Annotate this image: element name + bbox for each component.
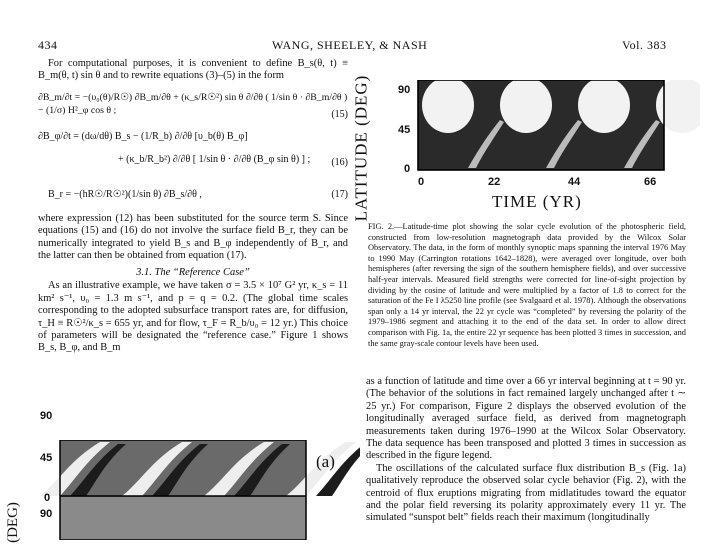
right-paragraph-2: The oscillations of the calculated surface flux distribution B_s (Fig. 1a) qualitatively reproduce the observed solar cycle behavior (Fig. 2), with the centroid of flux eruptions migrating from midlatitudes toward the equator and the polar field reversing its polarity approximately every 11 yr. The simulated “sunspot belt” fields reach their maximum (longitudinally — [366, 462, 686, 524]
page-number: 434 — [38, 38, 58, 52]
fig2-ytick-45: 45 — [398, 124, 411, 136]
equation-16-number: (16) — [331, 156, 348, 168]
equation-16 — [38, 127, 348, 183]
equation-16-line2: + (κ_b/R_b²) ∂/∂θ [ 1/sin θ · ∂/∂θ (B_φ sin θ) ] ; — [118, 153, 311, 165]
equation-15-number: (15) — [331, 108, 348, 120]
fig1-ylabel: (DEG) — [4, 501, 21, 543]
fig1-tick-90: 90 — [40, 410, 53, 422]
equation-17-body: B_r = −(hR☉/R☉²)(1/sin θ) ∂B_s/∂θ , — [48, 188, 202, 200]
left-column — [38, 58, 348, 355]
right-column — [366, 376, 686, 540]
right-paragraph-1: as a function of latitude and time over a 66 yr interval beginning at t = 90 yr. (The behavior of the solutions in fact remained largely unchanged after t ∼ 25 yr.) For comparison, Figure 2 displays the observed evolution of the longitudinally averaged surface field, as derived from magnetograph measurements taken during 1976–1990 at the Wilcox Solar Observatory. The data sequence has been transposed and plotted 3 times in succession as described in the figure legend. — [366, 376, 686, 462]
figure-1 — [0, 410, 360, 543]
equation-16-line1: ∂B_φ/∂t = (dω/dθ) B_s − (1/R_b) ∂/∂θ [υ_b(θ) B_φ] — [38, 130, 248, 142]
fig2-ytick-0: 0 — [404, 163, 411, 175]
running-head: WANG, SHEELEY, & NASH — [272, 38, 428, 52]
figure-2 — [351, 74, 700, 221]
equation-15 — [38, 87, 348, 123]
equation-15-body: ∂B_m/∂t = −(υ₀(θ)/R☉) ∂B_m/∂θ + (κ_s/R☉²) sin θ ∂/∂θ ( 1/sin θ · ∂B_m/∂θ ) − (1/σ) H²_φ cos θ ; — [38, 91, 348, 116]
fig2-xtick-66: 66 — [644, 176, 657, 188]
intro-paragraph: For computational purposes, it is convenient to define B_s(θ, t) ≡ B_m(θ, t) sin θ and to rewrite equations (3)–(5) in the form — [38, 58, 348, 82]
fig1-panel-label: (a) — [316, 452, 335, 471]
fig2-xlabel: TIME (YR) — [492, 192, 582, 211]
figure-2-caption: FIG. 2.—Latitude-time plot showing the solar cycle evolution of the photospheric field, constructed from low-resolution magnetograph data provided by the Wilcox Solar Observatory. The data, in the form of monthly synoptic maps spanning the interval 1976 May to 1990 May (Carrington rotations 1642–1828), were averaged over longitude, over both hemispheres (after reversing the sign of the southern hemisphere fields), and over successive half-year intervals. Measured field strengths were corrected for line-of-sight projection by dividing by the cosine of latitude and were multiplied by a factor of 1.8 to correct for the saturation of the Fe I λ5250 line profile (see Svalgaard et al. 1978). Although the observations span only a 14 yr interval, the 22 yr cycle was “completed” by reversing the polarity of the 1979–1986 segment and attaching it to the end of the data set. In order to allow direct comparison with Fig. 1a, the entire 22 yr sequence has been plotted 3 times in succession, and the same gray-scale contour levels have been used. — [368, 222, 686, 348]
fig2-xtick-22: 22 — [488, 176, 501, 188]
fig1-tick-90b: 90 — [40, 508, 53, 520]
figure-1-plot — [0, 440, 360, 540]
paragraph-2: where expression (12) has been substituted for the source term S. Since equations (15) and (16) do not involve the surface field B_r, they can be numerically integrated to yield B_s and B_φ independently of B_r, and the latter can then be obtained from equation (17). — [38, 212, 348, 262]
paragraph-3: As an illustrative example, we have taken σ = 3.5 × 10⁷ G² yr, κ_s = 11 km² s⁻¹, υ₀ = 1.3 m s⁻¹, and p = q = 0.2. (The global time scales corresponding to the adopted subsurface transport rates are, for diffusion, τ_H ≡ R☉²/κ_s = 655 yr, and for flow, τ_F = R_b/υ₀ = 12 yr.) This choice of parameters will be designated the “reference case.” Figure 1 shows B_s, B_φ, and B_m — [38, 280, 348, 354]
fig2-ytick-90: 90 — [398, 84, 411, 96]
equation-17-number: (17) — [331, 188, 348, 200]
equation-17 — [38, 183, 348, 211]
fig2-xtick-44: 44 — [568, 176, 581, 188]
fig2-ylabel: LATITUDE (DEG) — [351, 74, 370, 221]
fig2-xtick-0: 0 — [418, 176, 425, 188]
volume-label: Vol. 383 — [622, 38, 667, 52]
fig1-tick-0: 0 — [44, 492, 51, 504]
fig1-tick-45: 45 — [40, 452, 53, 464]
fig1-lower-panel — [60, 497, 306, 540]
section-heading: 3.1. The “Reference Case” — [136, 267, 250, 279]
